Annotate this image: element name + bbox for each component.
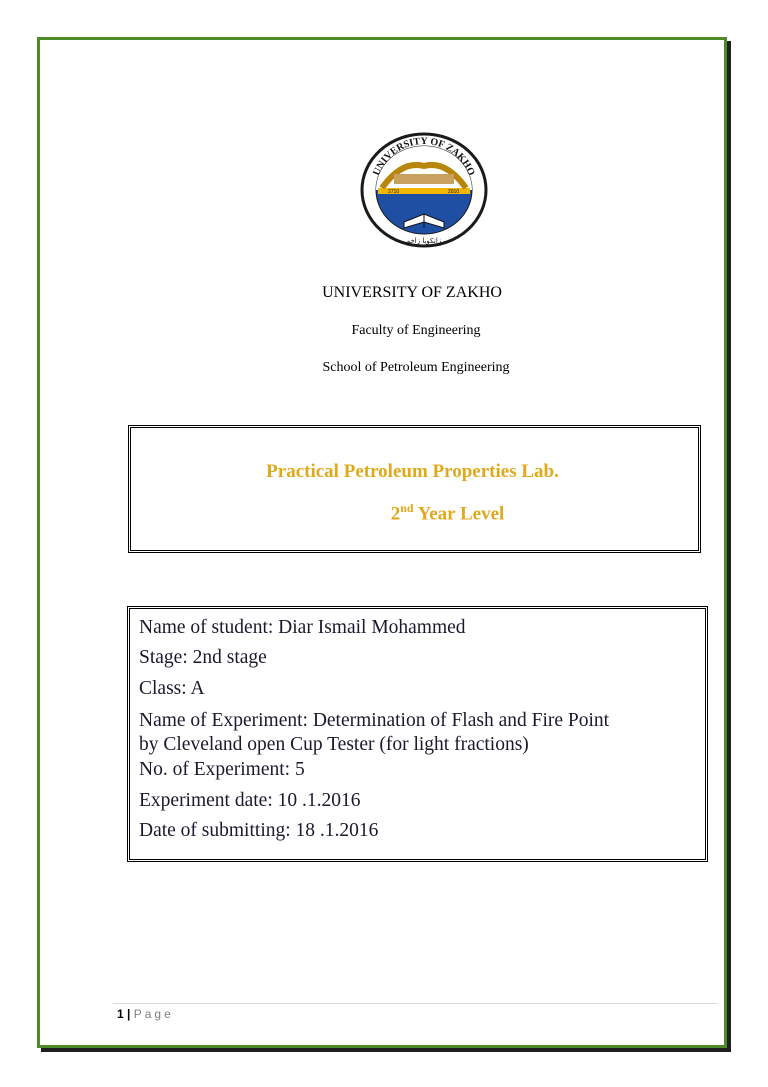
- student-info-box: [127, 606, 708, 862]
- experiment-number: No. of Experiment: 5: [139, 759, 305, 780]
- university-logo: [358, 130, 490, 248]
- page-label: Page: [133, 1007, 174, 1021]
- lab-title-box: [128, 425, 701, 553]
- footer-separator: |: [123, 1007, 134, 1021]
- stage: Stage: 2nd stage: [139, 647, 267, 668]
- school-name: School of Petroleum Engineering: [322, 360, 510, 375]
- logo-ring-text: UNIVERSITY OF ZAKHO: [371, 135, 477, 178]
- student-name: Name of student: Diar Ismail Mohammed: [139, 617, 466, 638]
- experiment-date: Experiment date: 10 .1.2016: [139, 790, 361, 811]
- experiment-name-line2: by Cleveland open Cup Tester (for light fractions): [139, 734, 529, 755]
- submission-date: Date of submitting: 18 .1.2016: [139, 820, 379, 841]
- year-level-text: Year Level: [413, 503, 505, 525]
- page-footer: [117, 1007, 174, 1021]
- university-name: UNIVERSITY OF ZAKHO: [322, 284, 502, 301]
- year-level-suffix: nd: [400, 501, 414, 515]
- year-level-number: 2: [390, 503, 401, 525]
- experiment-name-line1: Name of Experiment: Determination of Flash and Fire Point: [139, 710, 610, 731]
- faculty-name: Faculty of Engineering: [351, 323, 481, 338]
- page-number: 1: [117, 1007, 124, 1021]
- lab-title: Practical Petroleum Properties Lab.: [266, 461, 559, 482]
- year-level: [131, 501, 704, 525]
- logo-bottom-text: زانكويا زاخو: [406, 237, 442, 245]
- logo-left-year: 2710: [388, 189, 400, 195]
- class: Class: A: [139, 678, 205, 699]
- logo-right-year: 2010: [448, 189, 460, 195]
- footer-rule: [113, 1003, 717, 1004]
